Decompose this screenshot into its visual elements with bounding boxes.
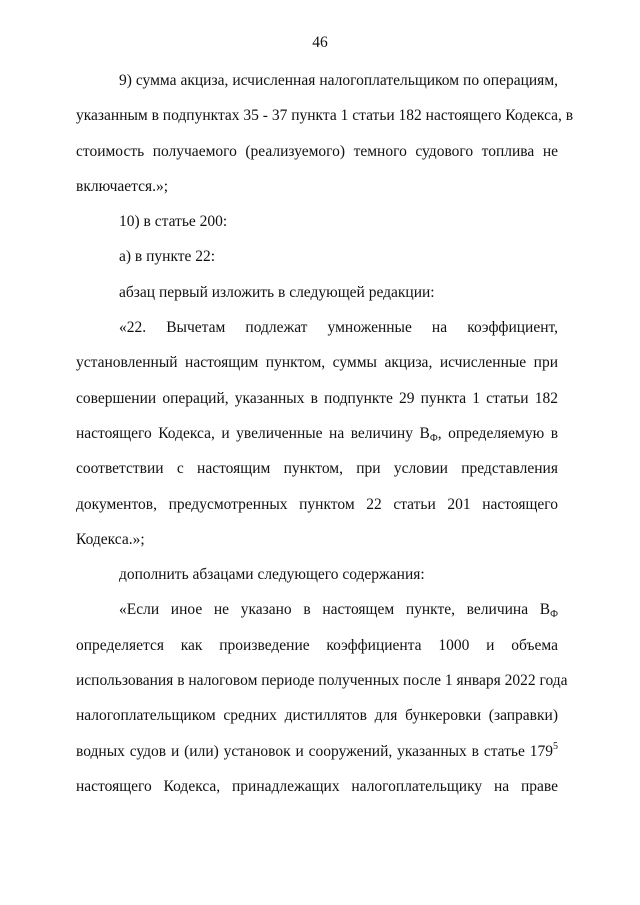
text-line: а) в пункте 22: bbox=[119, 248, 216, 266]
text-line: настоящего Кодекса, принадлежащих налогоплательщику на праве bbox=[76, 777, 558, 795]
text-line: указанным в подпунктах 35 - 37 пункта 1 статьи 182 настоящего Кодекса, в bbox=[76, 107, 574, 125]
text-line: установленный настоящим пунктом, суммы акциза, исчисленные при bbox=[76, 354, 558, 372]
text-line: совершении операций, указанных в подпункте 29 пункта 1 статьи 182 bbox=[76, 389, 558, 407]
text-line-main: водных судов и (или) установок и сооружений, указанных в статье 179 bbox=[76, 742, 553, 760]
text-line-tail: , определяемую в bbox=[437, 424, 559, 442]
page-number: 46 bbox=[312, 34, 328, 51]
subscript-f: Ф bbox=[550, 609, 558, 621]
text-line: 10) в статье 200: bbox=[119, 213, 228, 231]
text-line bbox=[76, 741, 558, 776]
text-line: дополнить абзацами следующего содержания: bbox=[119, 566, 425, 584]
subscript-f: Ф bbox=[429, 432, 438, 444]
text-line: соответствии с настоящим пунктом, при условии представления bbox=[76, 460, 558, 478]
text-line-main: «Если иное не указано в настоящем пункте, величина В bbox=[119, 601, 551, 619]
text-line bbox=[76, 423, 558, 458]
text-line: стоимость получаемого (реализуемого) темного судового топлива не bbox=[76, 142, 558, 160]
text-line: 9) сумма акциза, исчисленная налогоплательщиком по операциям, bbox=[119, 72, 558, 89]
document-text bbox=[76, 70, 574, 811]
text-line: включается.»; bbox=[76, 177, 169, 195]
text-line-main: настоящего Кодекса, и увеличенные на величину В bbox=[76, 424, 430, 442]
document-body bbox=[76, 70, 574, 811]
text-line: документов, предусмотренных пунктом 22 статьи 201 настоящего bbox=[76, 495, 558, 513]
text-line: Кодекса.»; bbox=[76, 530, 145, 548]
text-line bbox=[76, 599, 558, 634]
text-line: определяется как произведение коэффициента 1000 и объема bbox=[76, 636, 558, 654]
superscript-5: 5 bbox=[553, 740, 558, 752]
text-line: налогоплательщиком средних дистиллятов для бункеровки (заправки) bbox=[76, 707, 558, 725]
text-line: использования в налоговом периоде полученных после 1 января 2022 года bbox=[76, 672, 568, 690]
text-line: «22. Вычетам подлежат умноженные на коэффициент, bbox=[119, 319, 558, 337]
text-line: абзац первый изложить в следующей редакции: bbox=[119, 283, 435, 301]
